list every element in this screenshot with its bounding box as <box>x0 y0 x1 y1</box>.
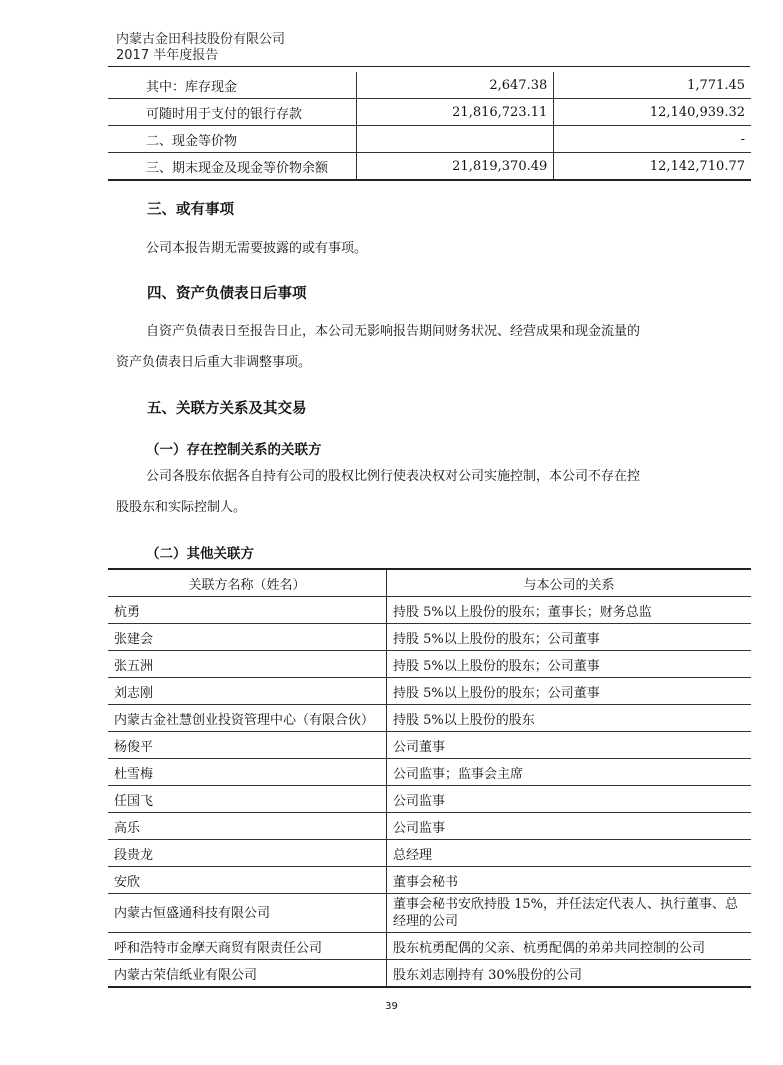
row-label: 三、期末现金及现金等价物余额 <box>108 153 356 181</box>
section-heading-related-parties: 五、关联方关系及其交易 <box>147 401 307 417</box>
related-party-relation: 股东刘志刚持有 30%股份的公司 <box>387 960 752 988</box>
related-party-relation: 公司董事 <box>387 732 752 759</box>
table-row <box>108 705 751 732</box>
related-party-name: 张五洲 <box>108 651 387 678</box>
section-heading-post-balance: 四、资产负债表日后事项 <box>147 286 307 302</box>
row-label: 可随时用于支付的银行存款 <box>108 99 356 126</box>
related-party-relation: 公司监事 <box>387 813 752 840</box>
column-header-name: 关联方名称（姓名） <box>108 569 387 597</box>
post-balance-text-line2: 资产负债表日后重大非调整事项。 <box>116 355 312 370</box>
cash-equivalents-table <box>108 72 751 181</box>
section-heading-contingent: 三、或有事项 <box>147 202 234 218</box>
table-row <box>108 933 751 960</box>
related-party-relation: 总经理 <box>387 840 752 867</box>
controlling-text-line1: 公司各股东依据各自持有公司的股权比例行使表决权对公司实施控制，本公司不存在控 <box>146 469 641 484</box>
related-party-name: 杜雪梅 <box>108 759 387 786</box>
table-row <box>108 153 751 181</box>
table-row <box>108 813 751 840</box>
table-row <box>108 99 751 126</box>
table-row <box>108 759 751 786</box>
related-parties-table <box>108 568 751 988</box>
header-divider <box>108 66 750 67</box>
table-row <box>108 840 751 867</box>
controlling-text-line2: 股股东和实际控制人。 <box>116 500 247 515</box>
related-party-relation: 持股 5%以上股份的股东 <box>387 705 752 732</box>
subheading-other-related: （二）其他关联方 <box>146 546 254 562</box>
current-amount: 21,819,370.49 <box>356 153 554 181</box>
table-row <box>108 867 751 894</box>
related-party-name: 杭勇 <box>108 597 387 624</box>
current-amount <box>356 126 554 153</box>
row-label: 二、现金等价物 <box>108 126 356 153</box>
related-party-name: 杨俊平 <box>108 732 387 759</box>
table-row <box>108 651 751 678</box>
subheading-controlling-parties: （一）存在控制关系的关联方 <box>146 442 322 458</box>
table-row <box>108 624 751 651</box>
table-row <box>108 786 751 813</box>
table-row <box>108 597 751 624</box>
related-party-name: 内蒙古金社慧创业投资管理中心（有限合伙） <box>108 705 387 732</box>
current-amount: 2,647.38 <box>356 72 554 99</box>
table-row <box>108 894 751 933</box>
related-party-relation: 公司监事；监事会主席 <box>387 759 752 786</box>
table-row <box>108 678 751 705</box>
related-party-name: 刘志刚 <box>108 678 387 705</box>
related-party-name: 内蒙古恒盛通科技有限公司 <box>108 894 387 933</box>
prior-amount: 12,140,939.32 <box>554 99 751 126</box>
related-party-relation: 股东杭勇配偶的父亲、杭勇配偶的弟弟共同控制的公司 <box>387 933 752 960</box>
related-party-relation: 持股 5%以上股份的股东；公司董事 <box>387 651 752 678</box>
prior-amount: 12,142,710.77 <box>554 153 751 181</box>
table-row <box>108 732 751 759</box>
table-header-row <box>108 569 751 597</box>
related-party-name: 内蒙古荣信纸业有限公司 <box>108 960 387 988</box>
page-number: 39 <box>385 1001 398 1012</box>
page-header <box>116 32 285 64</box>
table-row <box>108 126 751 153</box>
contingent-text: 公司本报告期无需要披露的或有事项。 <box>146 241 368 256</box>
related-party-relation: 持股 5%以上股份的股东；董事长；财务总监 <box>387 597 752 624</box>
related-party-name: 段贵龙 <box>108 840 387 867</box>
current-amount: 21,816,723.11 <box>356 99 554 126</box>
related-party-relation: 董事会秘书安欣持股 15%，并任法定代表人、执行董事、总经理的公司 <box>387 894 752 933</box>
related-party-name: 任国飞 <box>108 786 387 813</box>
related-party-relation: 董事会秘书 <box>387 867 752 894</box>
row-label: 其中：库存现金 <box>108 72 356 99</box>
related-party-name: 安欣 <box>108 867 387 894</box>
related-party-relation: 持股 5%以上股份的股东；公司董事 <box>387 624 752 651</box>
post-balance-text-line1: 自资产负债表日至报告日止，本公司无影响报告期间财务状况、经营成果和现金流量的 <box>146 324 641 339</box>
header-report-title: 2017 半年度报告 <box>116 48 219 63</box>
header-company: 内蒙古金田科技股份有限公司 <box>116 32 286 47</box>
table-row <box>108 960 751 988</box>
related-party-name: 呼和浩特市金摩天商贸有限责任公司 <box>108 933 387 960</box>
prior-amount: - <box>554 126 751 153</box>
related-party-relation: 公司监事 <box>387 786 752 813</box>
table-row <box>108 72 751 99</box>
related-party-name: 高乐 <box>108 813 387 840</box>
related-party-name: 张建会 <box>108 624 387 651</box>
column-header-relation: 与本公司的关系 <box>387 569 752 597</box>
prior-amount: 1,771.45 <box>554 72 751 99</box>
related-party-relation: 持股 5%以上股份的股东；公司董事 <box>387 678 752 705</box>
